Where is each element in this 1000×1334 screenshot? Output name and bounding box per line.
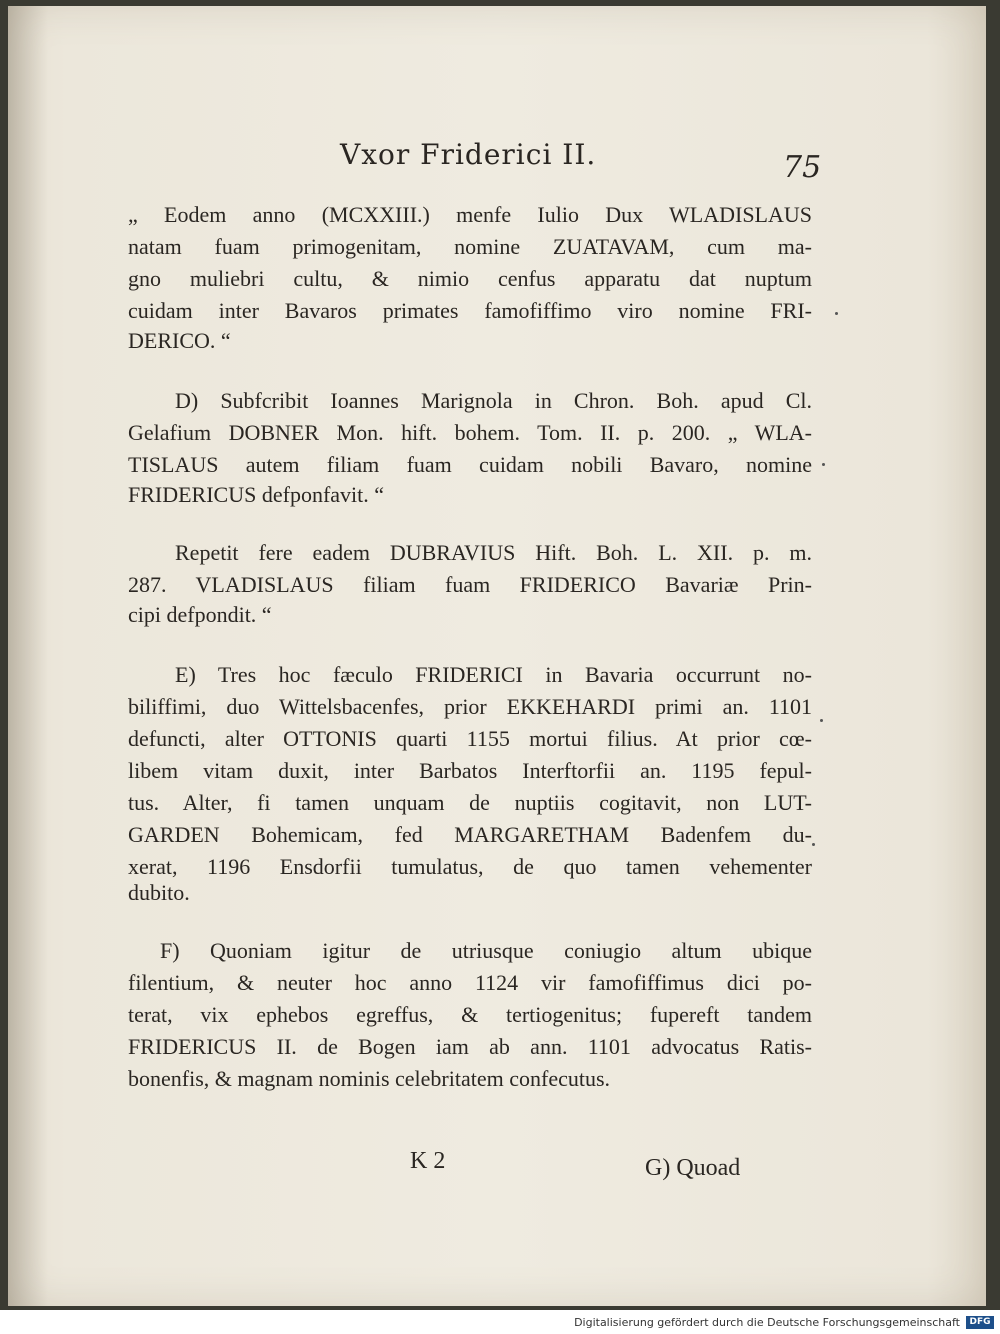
page-number: 75 <box>783 150 822 185</box>
text-line: D) Subfcribit Ioannes Marignola in Chron. Boh. apud Cl. <box>175 388 812 413</box>
text-line: GARDEN Bohemicam, fed MARGARETHAM Badenfem du- <box>128 822 812 847</box>
paper-speck <box>822 463 825 466</box>
text-line: FRIDERICUS II. de Bogen iam ab ann. 1101 advocatus Ratis- <box>128 1034 812 1059</box>
text-line: bonenfis, & magnam nominis celebritatem confecutus. <box>128 1066 611 1091</box>
text-line: natam fuam primogenitam, nomine ZUATAVAM, cum ma- <box>128 234 812 259</box>
spine-shadow <box>8 6 48 1306</box>
text-line: biliffimi, duo Wittelsbacenfes, prior EKKEHARDI primi an. 1101 <box>128 694 812 719</box>
text-line: cuidam inter Bavaros primates famofiffimo viro nomine FRI- <box>128 298 812 323</box>
signature-mark: K 2 <box>410 1148 446 1174</box>
text-line: TISLAUS autem filiam fuam cuidam nobili Bavaro, nomine <box>128 452 812 477</box>
text-line: dubito. <box>128 880 190 905</box>
text-line: „ Eodem anno (MCXXIII.) menfe Iulio Dux WLADISLAUS <box>128 202 812 227</box>
text-line: Gelafium DOBNER Mon. hift. bohem. Tom. II. p. 200. „ WLA- <box>128 420 812 445</box>
text-line: terat, vix ephebos egreffus, & tertiogenitus; fupereft tandem <box>128 1002 812 1027</box>
text-line: F) Quoniam igitur de utriusque coniugio altum ubique <box>160 938 812 963</box>
text-line: E) Tres hoc fæculo FRIDERICI in Bavaria occurrunt no- <box>175 662 812 687</box>
text-line: Repetit fere eadem DUBRAVIUS Hift. Boh. L. XII. p. m. <box>175 540 812 565</box>
paper-speck <box>820 719 823 722</box>
text-line: filentium, & neuter hoc anno 1124 vir famofiffimus dici po- <box>128 970 812 995</box>
paper-speck <box>835 312 838 315</box>
text-line: cipi defpondit. “ <box>128 602 272 627</box>
dfg-logo: DFG <box>966 1316 994 1329</box>
text-line: libem vitam duxit, inter Barbatos Interftorfii an. 1195 fepul- <box>128 758 812 783</box>
funding-credit: Digitalisierung gefördert durch die Deutsche Forschungsgemeinschaft <box>574 1316 960 1329</box>
text-line: xerat, 1196 Ensdorfii tumulatus, de quo tamen vehementer <box>128 854 812 879</box>
text-line: FRIDERICUS defponfavit. “ <box>128 482 385 507</box>
text-line: tus. Alter, fi tamen unquam de nuptiis cogitavit, non LUT- <box>128 790 812 815</box>
text-line: 287. VLADISLAUS filiam fuam FRIDERICO Bavariæ Prin- <box>128 572 812 597</box>
running-title: Vxor Friderici II. <box>340 138 597 171</box>
paper-speck <box>812 843 815 846</box>
catchword: G) Quoad <box>645 1155 741 1181</box>
text-line: defuncti, alter OTTONIS quarti 1155 mortui filius. At prior cœ- <box>128 726 812 751</box>
text-line: DERICO. “ <box>128 328 231 353</box>
text-line: gno muliebri cultu, & nimio cenfus apparatu dat nuptum <box>128 266 812 291</box>
